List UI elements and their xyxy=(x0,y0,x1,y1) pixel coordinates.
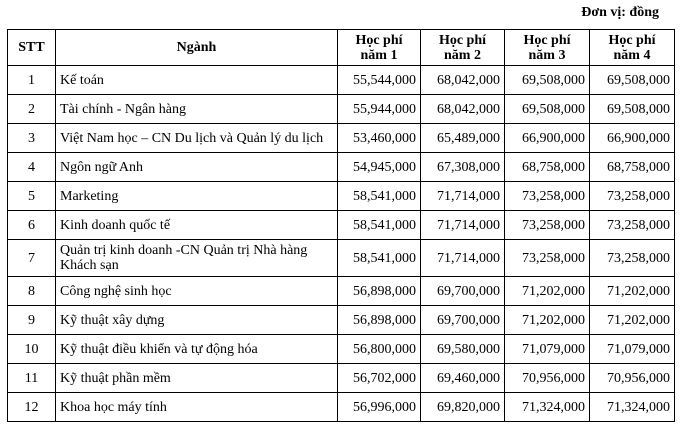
cell-year3: 73,258,000 xyxy=(505,240,590,277)
cell-year1: 56,702,000 xyxy=(338,364,421,393)
cell-year4: 70,956,000 xyxy=(590,364,675,393)
cell-year1: 58,541,000 xyxy=(338,211,421,240)
header-year4: Học phí năm 4 xyxy=(590,30,675,66)
header-stt: STT xyxy=(8,30,56,66)
cell-year4: 73,258,000 xyxy=(590,211,675,240)
cell-stt: 12 xyxy=(8,393,56,422)
cell-year4: 71,079,000 xyxy=(590,335,675,364)
header-year2: Học phí năm 2 xyxy=(421,30,505,66)
cell-year1: 56,996,000 xyxy=(338,393,421,422)
cell-year3: 73,258,000 xyxy=(505,211,590,240)
cell-year2: 69,460,000 xyxy=(421,364,505,393)
cell-major: Quản trị kinh doanh -CN Quản trị Nhà hàng Khách sạn xyxy=(56,240,338,277)
cell-major: Kỹ thuật xây dựng xyxy=(56,306,338,335)
cell-year4: 71,324,000 xyxy=(590,393,675,422)
cell-stt: 3 xyxy=(8,124,56,153)
cell-stt: 10 xyxy=(8,335,56,364)
cell-year1: 55,944,000 xyxy=(338,95,421,124)
cell-year3: 69,508,000 xyxy=(505,66,590,95)
table-row xyxy=(8,95,675,124)
table-row xyxy=(8,240,675,277)
cell-year1: 58,541,000 xyxy=(338,240,421,277)
cell-year2: 69,700,000 xyxy=(421,277,505,306)
cell-major: Tài chính - Ngân hàng xyxy=(56,95,338,124)
cell-year3: 68,758,000 xyxy=(505,153,590,182)
cell-major: Khoa học máy tính xyxy=(56,393,338,422)
table-row xyxy=(8,277,675,306)
table-row xyxy=(8,335,675,364)
cell-major: Kế toán xyxy=(56,66,338,95)
table-row xyxy=(8,393,675,422)
cell-year4: 73,258,000 xyxy=(590,182,675,211)
cell-year1: 56,800,000 xyxy=(338,335,421,364)
cell-year3: 71,202,000 xyxy=(505,277,590,306)
cell-major: Ngôn ngữ Anh xyxy=(56,153,338,182)
cell-year4: 71,202,000 xyxy=(590,306,675,335)
table-row xyxy=(8,306,675,335)
cell-year1: 58,541,000 xyxy=(338,182,421,211)
cell-year3: 69,508,000 xyxy=(505,95,590,124)
cell-year3: 70,956,000 xyxy=(505,364,590,393)
cell-stt: 6 xyxy=(8,211,56,240)
table-row xyxy=(8,124,675,153)
table-row xyxy=(8,364,675,393)
header-major: Ngành xyxy=(56,30,338,66)
cell-year1: 56,898,000 xyxy=(338,306,421,335)
table-row xyxy=(8,153,675,182)
table-row xyxy=(8,182,675,211)
cell-stt: 9 xyxy=(8,306,56,335)
cell-year2: 68,042,000 xyxy=(421,66,505,95)
cell-year4: 73,258,000 xyxy=(590,240,675,277)
cell-year3: 71,202,000 xyxy=(505,306,590,335)
header-year3: Học phí năm 3 xyxy=(505,30,590,66)
cell-year2: 71,714,000 xyxy=(421,240,505,277)
cell-year2: 65,489,000 xyxy=(421,124,505,153)
cell-year2: 71,714,000 xyxy=(421,182,505,211)
cell-year4: 71,202,000 xyxy=(590,277,675,306)
table-header-row xyxy=(8,30,675,66)
cell-year1: 55,544,000 xyxy=(338,66,421,95)
cell-stt: 8 xyxy=(8,277,56,306)
cell-year4: 69,508,000 xyxy=(590,66,675,95)
cell-stt: 4 xyxy=(8,153,56,182)
cell-year2: 68,042,000 xyxy=(421,95,505,124)
cell-stt: 1 xyxy=(8,66,56,95)
cell-year2: 69,580,000 xyxy=(421,335,505,364)
cell-year4: 68,758,000 xyxy=(590,153,675,182)
cell-year4: 69,508,000 xyxy=(590,95,675,124)
cell-major: Kỹ thuật điều khiển và tự động hóa xyxy=(56,335,338,364)
cell-major: Marketing xyxy=(56,182,338,211)
table-row xyxy=(8,211,675,240)
header-year1: Học phí năm 1 xyxy=(338,30,421,66)
table-row xyxy=(8,66,675,95)
cell-stt: 5 xyxy=(8,182,56,211)
cell-year1: 54,945,000 xyxy=(338,153,421,182)
cell-year2: 71,714,000 xyxy=(421,211,505,240)
cell-stt: 7 xyxy=(8,240,56,277)
cell-major: Việt Nam học – CN Du lịch và Quản lý du lịch xyxy=(56,124,338,153)
cell-year2: 69,700,000 xyxy=(421,306,505,335)
cell-year3: 73,258,000 xyxy=(505,182,590,211)
cell-year3: 71,079,000 xyxy=(505,335,590,364)
cell-year2: 69,820,000 xyxy=(421,393,505,422)
cell-major: Công nghệ sinh học xyxy=(56,277,338,306)
tuition-table xyxy=(7,29,675,422)
cell-year1: 56,898,000 xyxy=(338,277,421,306)
cell-year1: 53,460,000 xyxy=(338,124,421,153)
cell-year2: 67,308,000 xyxy=(421,153,505,182)
cell-year3: 71,324,000 xyxy=(505,393,590,422)
unit-label: Đơn vị: đồng xyxy=(581,5,659,20)
cell-year4: 66,900,000 xyxy=(590,124,675,153)
cell-major: Kỹ thuật phần mềm xyxy=(56,364,338,393)
cell-stt: 11 xyxy=(8,364,56,393)
cell-major: Kinh doanh quốc tế xyxy=(56,211,338,240)
cell-year3: 66,900,000 xyxy=(505,124,590,153)
cell-stt: 2 xyxy=(8,95,56,124)
